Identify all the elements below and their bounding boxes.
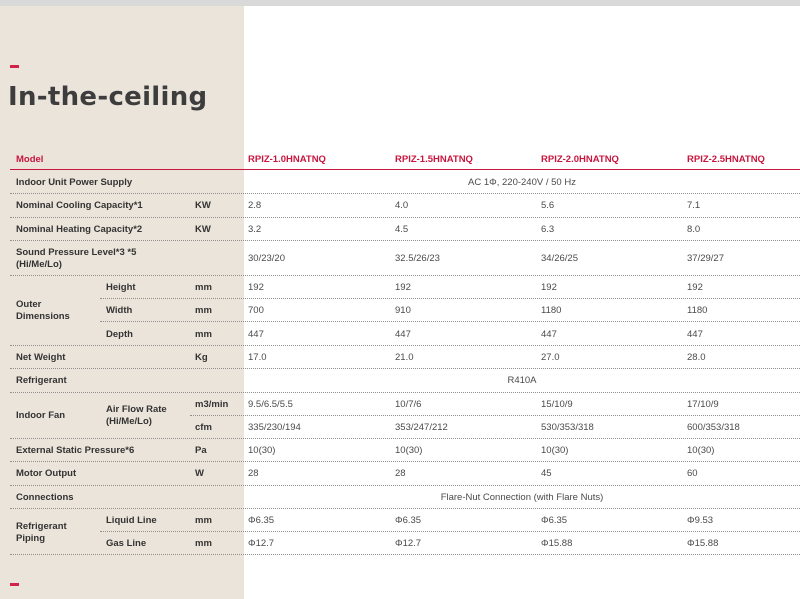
sound-value-4: 37/29/27: [687, 253, 724, 264]
heating-value-3: 6.3: [541, 224, 555, 235]
width-value-3: 1180: [541, 305, 562, 316]
power-value: AC 1Φ, 220-240V / 50 Hz: [468, 177, 576, 188]
row-divider: [10, 193, 800, 194]
row-divider: [10, 345, 800, 346]
depth-value-2: 447: [395, 329, 411, 340]
row-divider: [10, 554, 800, 555]
gas-line-unit: mm: [195, 538, 212, 549]
airflow-cfm-value-4: 600/353/318: [687, 422, 740, 433]
weight-value-1: 17.0: [248, 352, 267, 363]
weight-value-3: 27.0: [541, 352, 560, 363]
gas-line-value-1: Φ12.7: [248, 538, 275, 549]
airflow-cfm-unit: cfm: [195, 422, 212, 433]
motor-value-1: 28: [248, 468, 259, 479]
weight-unit: Kg: [195, 352, 208, 363]
outer-label-sub: Dimensions: [16, 311, 70, 322]
width-label: Width: [106, 305, 133, 316]
sound-label: Sound Pressure Level*3 *5: [16, 247, 137, 258]
row-divider: [10, 275, 800, 276]
depth-label: Depth: [106, 329, 133, 340]
row-divider: [10, 392, 800, 393]
liquid-line-label: Liquid Line: [106, 515, 157, 526]
weight-label: Net Weight: [16, 352, 66, 363]
depth-value-1: 447: [248, 329, 264, 340]
cooling-unit: KW: [195, 200, 211, 211]
static-label: External Static Pressure*6: [16, 445, 135, 456]
cooling-value-1: 2.8: [248, 200, 262, 211]
header-divider: [10, 169, 800, 170]
sub-row-divider: [100, 321, 800, 322]
width-unit: mm: [195, 305, 212, 316]
airflow-cfm-value-1: 335/230/194: [248, 422, 301, 433]
sub-row-divider: [190, 415, 800, 416]
motor-value-3: 45: [541, 468, 552, 479]
page-title: In-the-ceiling: [8, 82, 208, 112]
gas-line-label: Gas Line: [106, 538, 147, 549]
motor-label: Motor Output: [16, 468, 77, 479]
row-divider: [10, 461, 800, 462]
connections-label: Connections: [16, 492, 74, 503]
liquid-line-value-1: Φ6.35: [248, 515, 275, 526]
depth-unit: mm: [195, 329, 212, 340]
row-divider: [10, 485, 800, 486]
static-value-1: 10(30): [248, 445, 276, 456]
width-value-4: 1180: [687, 305, 708, 316]
liquid-line-unit: mm: [195, 515, 212, 526]
piping-label: Refrigerant: [16, 521, 67, 532]
height-value-1: 192: [248, 282, 264, 293]
airflow-cfm-value-2: 353/247/212: [395, 422, 448, 433]
cooling-value-3: 5.6: [541, 200, 555, 211]
height-unit: mm: [195, 282, 212, 293]
motor-unit: W: [195, 468, 204, 479]
row-divider: [10, 368, 800, 369]
sound-value-2: 32.5/26/23: [395, 253, 440, 264]
motor-value-4: 60: [687, 468, 698, 479]
depth-value-3: 447: [541, 329, 557, 340]
static-value-4: 10(30): [687, 445, 715, 456]
refrigerant-label: Refrigerant: [16, 375, 67, 386]
airflow-label-sub: (Hi/Me/Lo): [106, 416, 152, 427]
liquid-line-value-4: Φ9.53: [687, 515, 714, 526]
liquid-line-value-2: Φ6.35: [395, 515, 422, 526]
static-value-3: 10(30): [541, 445, 569, 456]
depth-value-4: 447: [687, 329, 703, 340]
height-value-2: 192: [395, 282, 411, 293]
row-divider: [10, 438, 800, 439]
weight-value-2: 21.0: [395, 352, 414, 363]
model-name-2: RPIZ-1.5HNATNQ: [395, 154, 473, 165]
width-value-1: 700: [248, 305, 264, 316]
motor-value-2: 28: [395, 468, 406, 479]
weight-value-4: 28.0: [687, 352, 706, 363]
piping-label-sub: Piping: [16, 533, 46, 544]
cooling-label: Nominal Cooling Capacity*1: [16, 200, 143, 211]
airflow-cfm-value-3: 530/353/318: [541, 422, 594, 433]
power-label: Indoor Unit Power Supply: [16, 177, 133, 188]
fan-label: Indoor Fan: [16, 410, 66, 421]
heating-value-1: 3.2: [248, 224, 262, 235]
height-value-4: 192: [687, 282, 703, 293]
heating-unit: KW: [195, 224, 211, 235]
static-value-2: 10(30): [395, 445, 423, 456]
row-divider: [10, 217, 800, 218]
accent-dash-bottom: [10, 583, 19, 586]
airflow-label: Air Flow Rate: [106, 404, 167, 415]
height-value-3: 192: [541, 282, 557, 293]
heating-label: Nominal Heating Capacity*2: [16, 224, 143, 235]
airflow-m3-value-1: 9.5/6.5/5.5: [248, 399, 293, 410]
model-header-label: Model: [16, 154, 44, 165]
outer-label: Outer: [16, 299, 42, 310]
accent-dash-top: [10, 65, 19, 68]
cooling-value-4: 7.1: [687, 200, 701, 211]
row-divider: [10, 508, 800, 509]
sub-row-divider: [100, 531, 800, 532]
airflow-m3-value-4: 17/10/9: [687, 399, 719, 410]
airflow-m3-unit: m3/min: [195, 399, 229, 410]
sub-row-divider: [100, 298, 800, 299]
row-divider: [10, 240, 800, 241]
airflow-m3-value-3: 15/10/9: [541, 399, 573, 410]
sound-value-1: 30/23/20: [248, 253, 285, 264]
model-name-4: RPIZ-2.5HNATNQ: [687, 154, 765, 165]
airflow-m3-value-2: 10/7/6: [395, 399, 422, 410]
sound-label-sub: (Hi/Me/Lo): [16, 259, 62, 270]
liquid-line-value-3: Φ6.35: [541, 515, 568, 526]
model-name-3: RPIZ-2.0HNATNQ: [541, 154, 619, 165]
model-name-1: RPIZ-1.0HNATNQ: [248, 154, 326, 165]
sound-value-3: 34/26/25: [541, 253, 578, 264]
connections-value: Flare-Nut Connection (with Flare Nuts): [440, 492, 604, 503]
gas-line-value-3: Φ15.88: [541, 538, 573, 549]
cooling-value-2: 4.0: [395, 200, 409, 211]
heating-value-4: 8.0: [687, 224, 701, 235]
gas-line-value-2: Φ12.7: [395, 538, 422, 549]
heating-value-2: 4.5: [395, 224, 409, 235]
static-unit: Pa: [195, 445, 207, 456]
width-value-2: 910: [395, 305, 411, 316]
gas-line-value-4: Φ15.88: [687, 538, 719, 549]
height-label: Height: [106, 282, 136, 293]
refrigerant-value: R410A: [507, 375, 537, 386]
